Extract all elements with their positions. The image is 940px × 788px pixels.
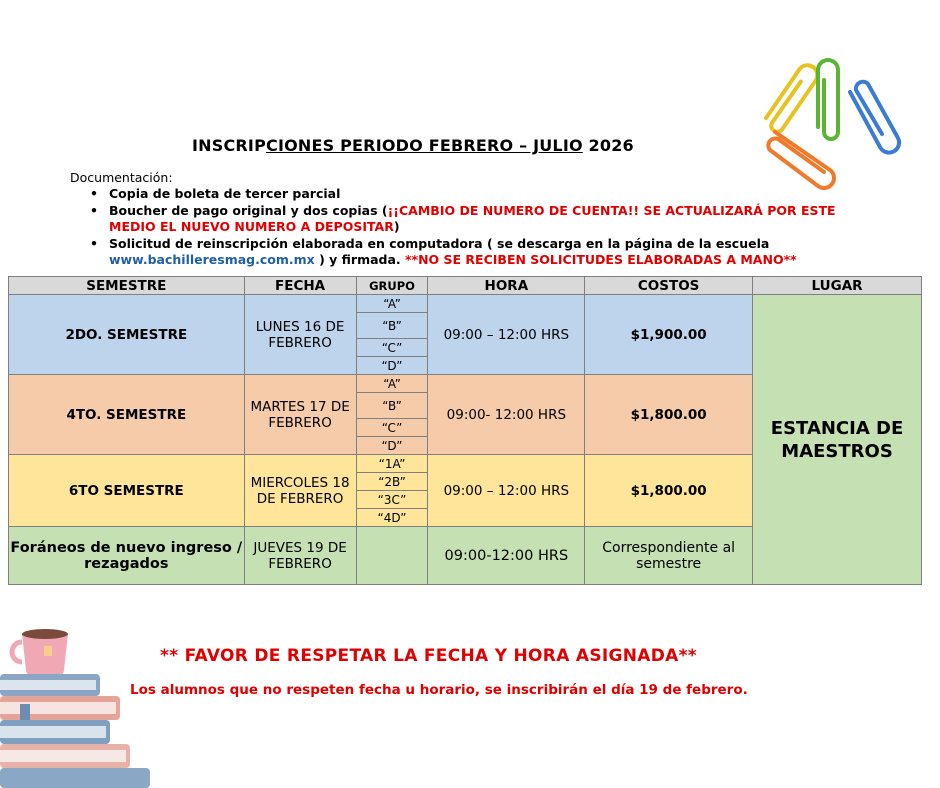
documentation-list [90,186,880,269]
doc-item-boucher: • Boucher de pago original y dos copias (¡¡CAMBIO DE NUMERO DE CUENTA!! SE ACTUALIZARÁ POR ESTE MEDIO EL NUEVO NUMERO A DEPOSITAR) [90,203,880,236]
schedule-table [8,276,922,585]
table-header-row [9,277,922,295]
header-grupo: GRUPO [356,277,428,295]
header-costos: COSTOS [585,277,753,295]
costo-cell: $1,800.00 [585,455,753,527]
school-website-link[interactable]: www.bachilleresmag.com.mx [109,252,315,267]
costo-cell: $1,800.00 [585,375,753,455]
grupo-cell: “2B” [356,473,428,491]
fecha-cell: MIERCOLES 18 DE FEBRERO [244,455,356,527]
lugar-cell: ESTANCIA DE MAESTROS [753,295,922,585]
paper-clips-icon [740,52,910,202]
header-semestre: SEMESTRE [9,277,245,295]
fecha-cell: MARTES 17 DE FEBRERO [244,375,356,455]
semestre-cell: 4TO. SEMESTRE [9,375,245,455]
doc-item-boleta: • Copia de boleta de tercer parcial [90,186,880,203]
books-and-cup-icon [0,622,150,788]
table-row [9,295,922,313]
costo-cell: $1,900.00 [585,295,753,375]
page-title: INSCRIPCIONES PERIODO FEBRERO – JULIO 2026 [192,136,634,155]
grupo-cell: “A” [356,295,428,313]
grupo-cell: “4D” [356,509,428,527]
grupo-cell: “B” [356,393,428,419]
grupo-cell: “B” [356,313,428,339]
grupo-cell: “C” [356,339,428,357]
grupo-cell: “A” [356,375,428,393]
hora-cell: 09:00- 12:00 HRS [428,375,585,455]
fecha-cell: JUEVES 19 DE FEBRERO [244,527,356,585]
header-hora: HORA [428,277,585,295]
semestre-cell: 6TO SEMESTRE [9,455,245,527]
grupo-cell: “3C” [356,491,428,509]
hora-cell: 09:00 – 12:00 HRS [428,455,585,527]
grupo-cell: “D” [356,437,428,455]
semestre-cell: Foráneos de nuevo ingreso / rezagados [9,527,245,585]
costo-cell: Correspondiente al semestre [585,527,753,585]
grupo-cell [356,527,428,585]
grupo-cell: “C” [356,419,428,437]
doc-item-solicitud: • Solicitud de reinscripción elaborada en computadora ( se descarga en la página de la escuela www.bachilleresmag.com.mx ) y firmada. **NO SE RECIBEN SOLICITUDES ELABORADAS A MANO** [90,236,880,269]
header-lugar: LUGAR [753,277,922,295]
header-fecha: FECHA [244,277,356,295]
grupo-cell: “1A” [356,455,428,473]
date-notice: ** FAVOR DE RESPETAR LA FECHA Y HORA ASIGNADA** [160,646,697,666]
grupo-cell: “D” [356,357,428,375]
late-note: Los alumnos que no respeten fecha u horario, se inscribirán el día 19 de febrero. [130,682,748,698]
semestre-cell: 2DO. SEMESTRE [9,295,245,375]
fecha-cell: LUNES 16 DE FEBRERO [244,295,356,375]
hora-cell: 09:00-12:00 HRS [428,527,585,585]
hora-cell: 09:00 – 12:00 HRS [428,295,585,375]
documentation-label: Documentación: [70,170,173,185]
